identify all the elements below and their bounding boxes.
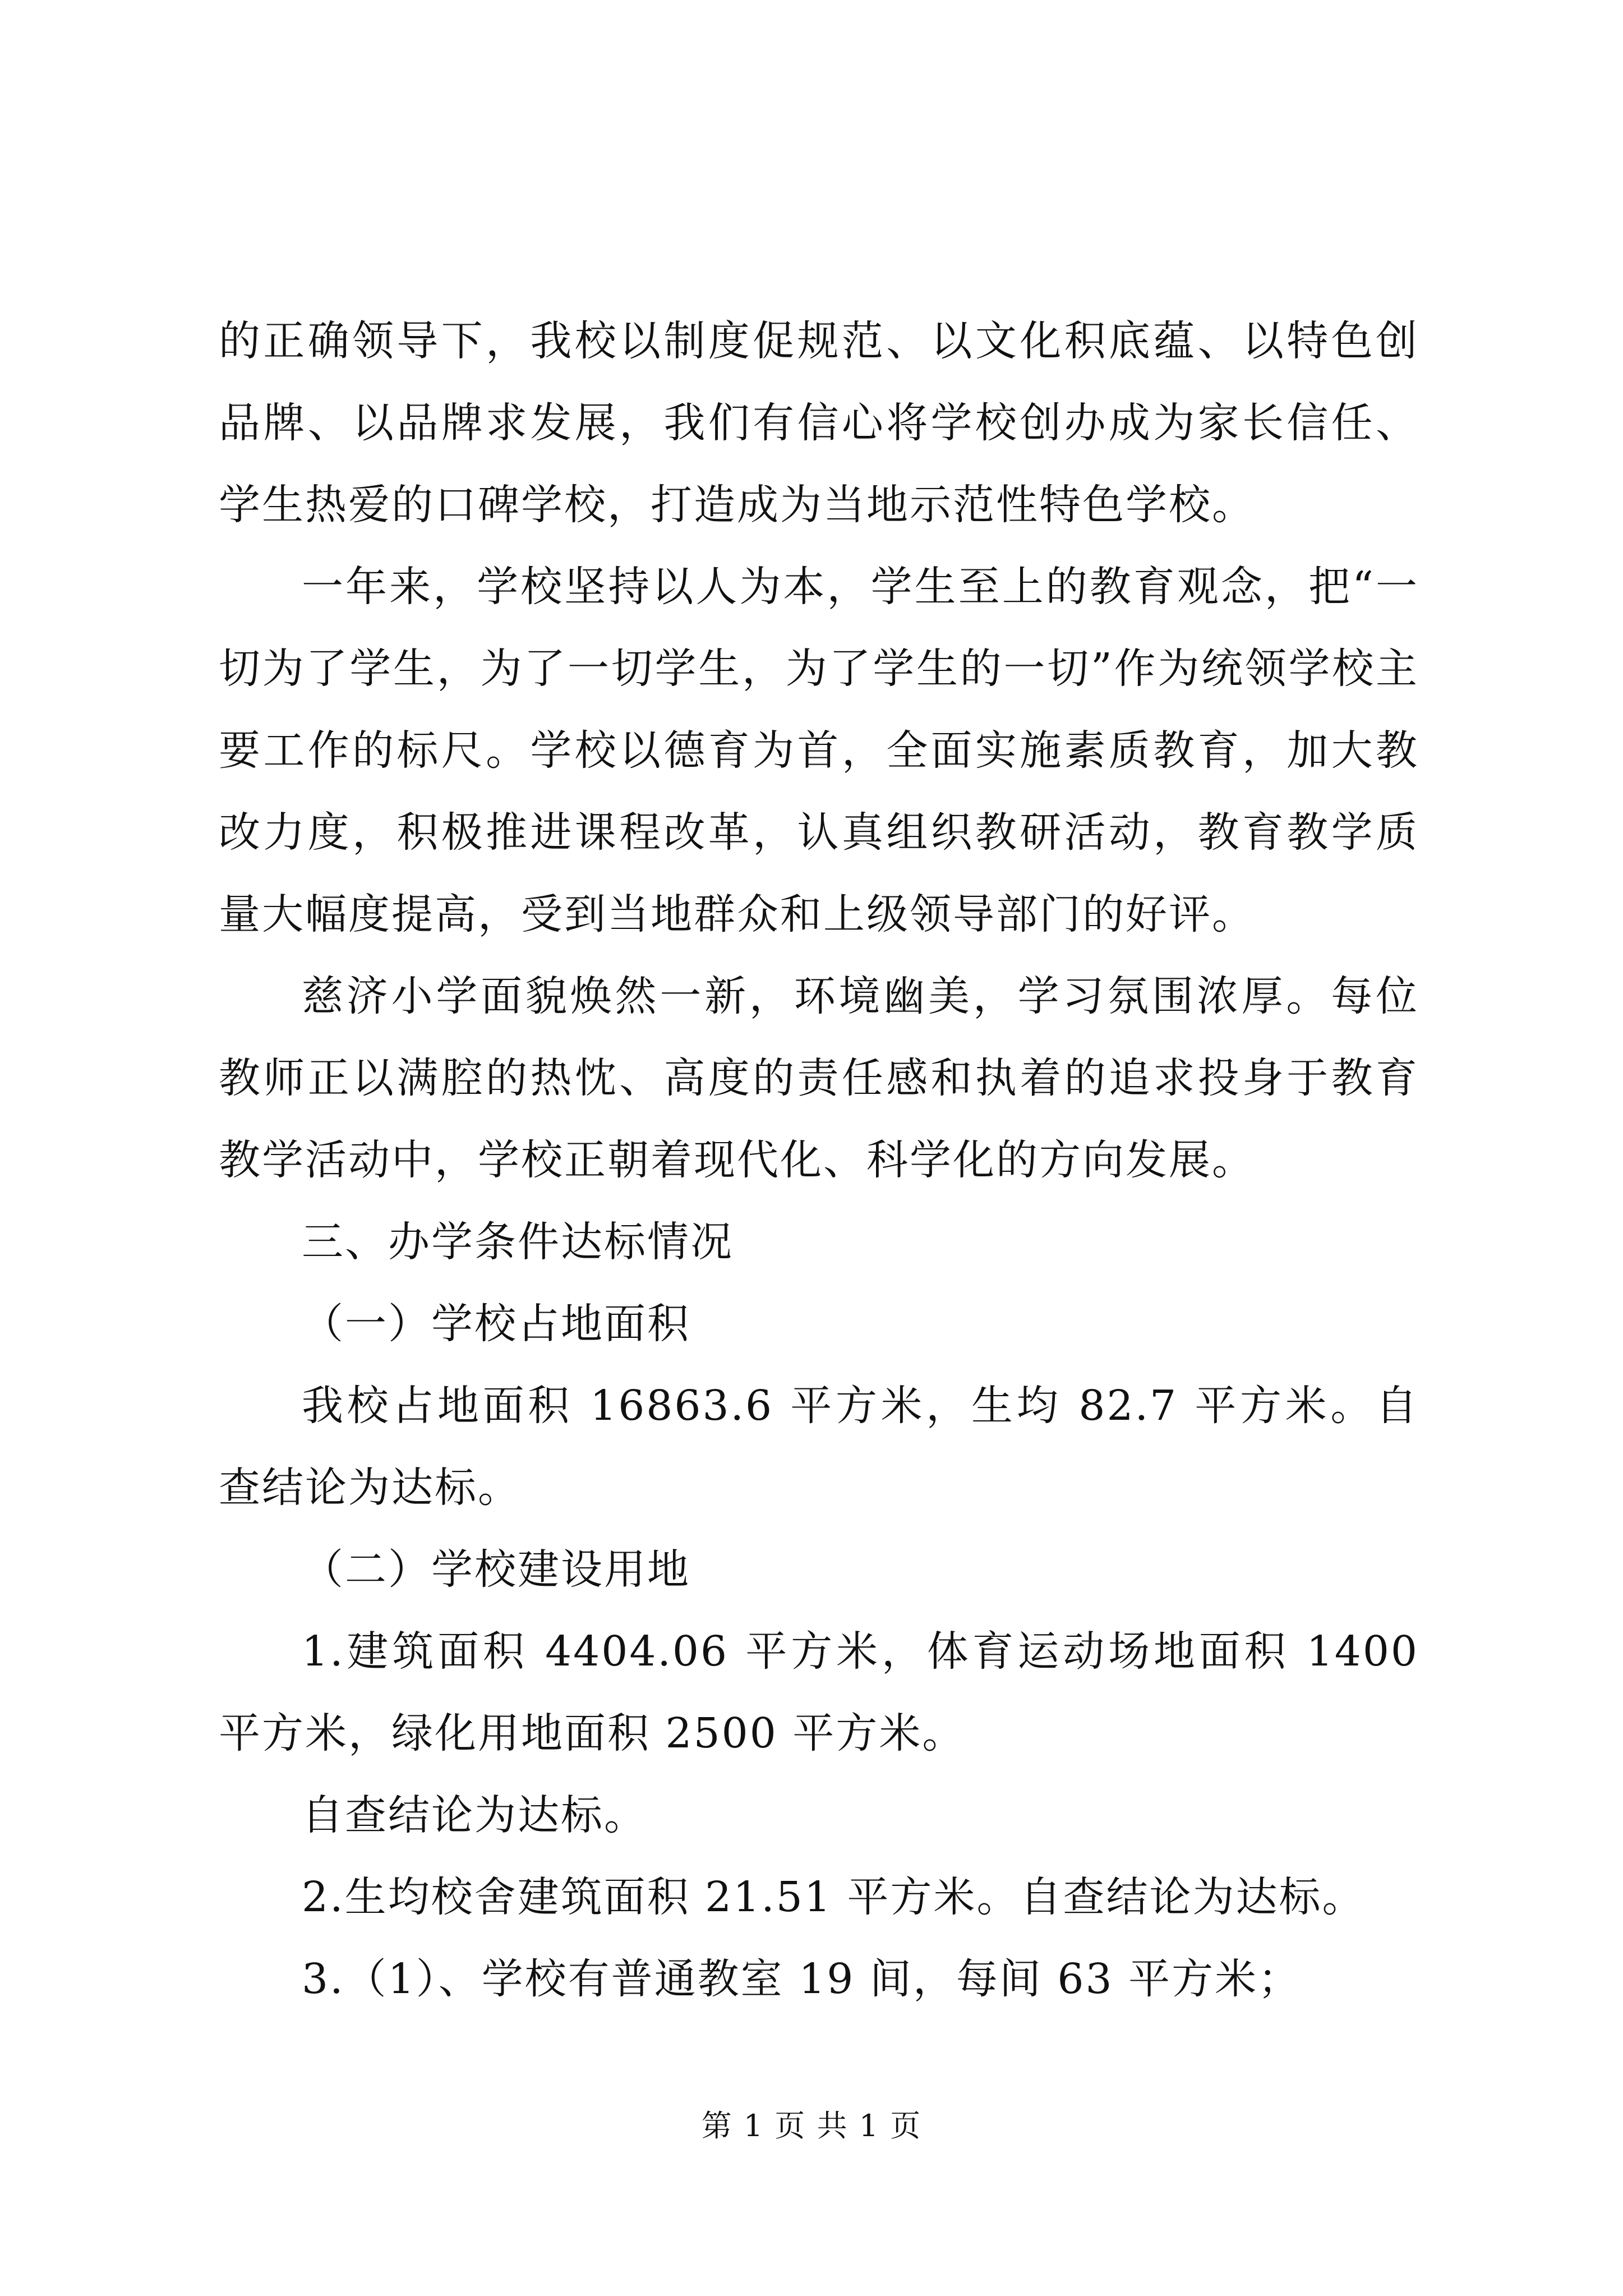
section-heading-conditions: 三、办学条件达标情况 (302, 1218, 734, 1266)
paragraph-building-area: 1.建筑面积 4404.06 平方米，体育运动场地面积 1400 平方米，绿化用地面积 2500 平方米。 (219, 1627, 1419, 1757)
subheading-site-area: （一）学校占地面积 (302, 1300, 690, 1348)
page-footer: 第 1 页 共 1 页 (701, 2108, 922, 2143)
paragraph-per-student-area: 2.生均校舍建筑面积 21.51 平方米。自查结论为达标。 (302, 1873, 1366, 1921)
paragraph-classrooms: 3.（1）、学校有普通教室 19 间，每间 63 平方米； (302, 1955, 1302, 2003)
paragraph-year-review: 一年来，学校坚持以人为本，学生至上的教育观念，把“一切为了学生，为了一切学生，为了学生的一切”作为统领学校主要工作的标尺。学校以德育为首，全面实施素质教育，加大教改力度，积极推进课程改革，认真组织教研活动，教育教学质量大幅度提高，受到当地群众和上级领导部门的好评。 (219, 563, 1419, 938)
paragraph-school-appearance: 慈济小学面貌焕然一新，环境幽美，学习氛围浓厚。每位教师正以满腔的热忱、高度的责任感和执着的追求投身于教育教学活动中，学校正朝着现代化、科学化的方向发展。 (219, 972, 1419, 1184)
paragraph-conclusion: 自查结论为达标。 (302, 1791, 647, 1839)
paragraph-leadership: 的正确领导下，我校以制度促规范、以文化积底蕴、以特色创品牌、以品牌求发展，我们有信心将学校创办成为家长信任、学生热爱的口碑学校，打造成为当地示范性特色学校。 (219, 317, 1419, 529)
subheading-construction-land: （二）学校建设用地 (302, 1545, 690, 1594)
paragraph-site-area: 我校占地面积 16863.6 平方米，生均 82.7 平方米。自查结论为达标。 (219, 1382, 1419, 1512)
document-body (219, 300, 1419, 2020)
